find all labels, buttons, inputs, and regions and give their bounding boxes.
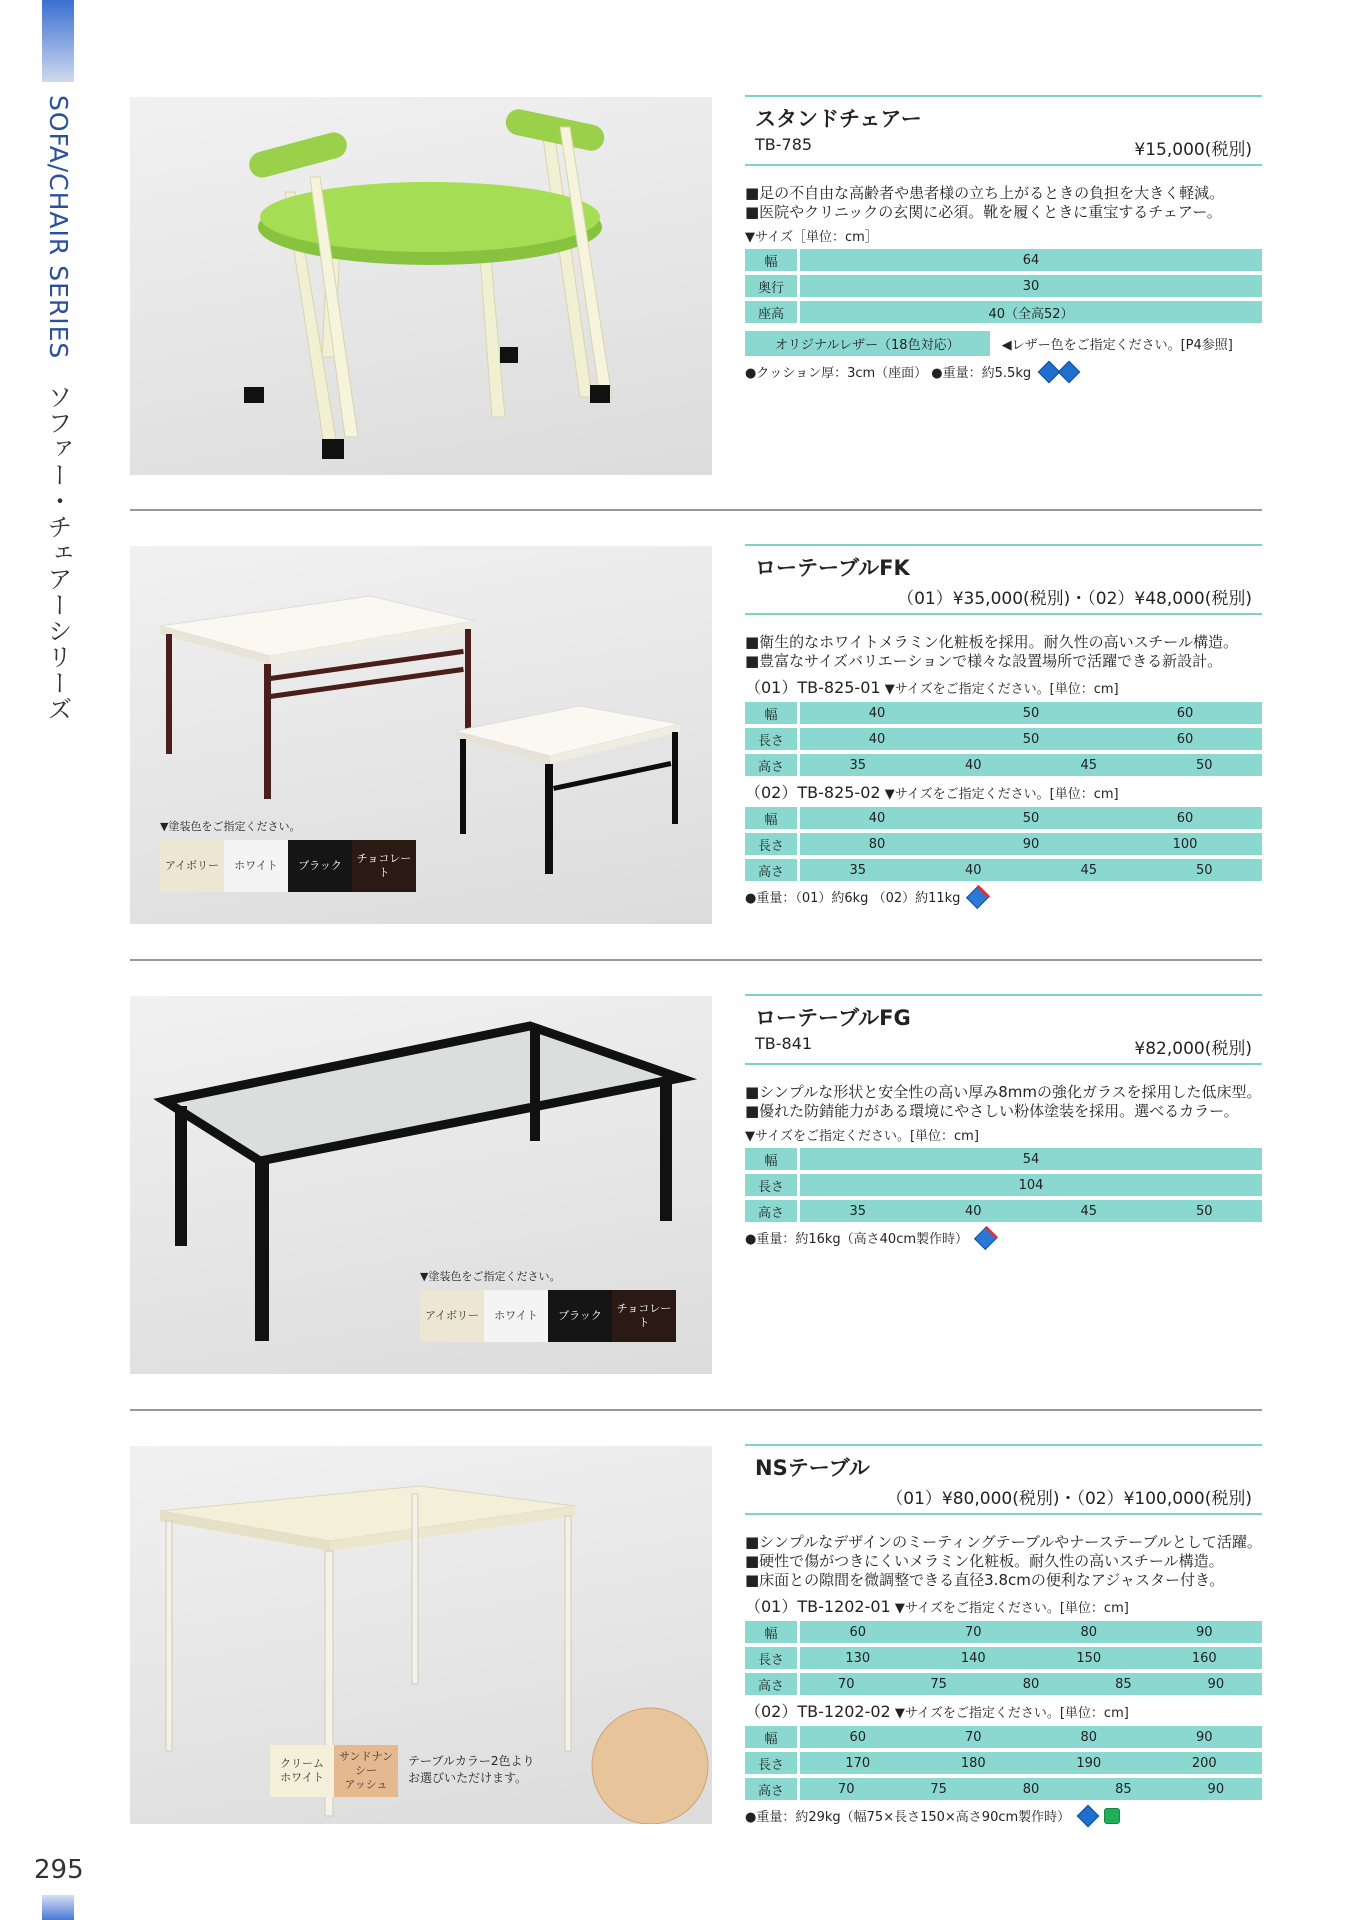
spec-label: 幅 [745, 1621, 797, 1643]
sidebar-accent-top [42, 0, 74, 82]
accent-line [745, 544, 1262, 546]
spec-value: 50 [1195, 757, 1213, 773]
spec-label: 幅 [745, 1726, 797, 1748]
product-photo-stand-chair [130, 97, 712, 475]
swatch-list [420, 1290, 676, 1342]
spec-row [745, 275, 1262, 297]
spec-value: 140 [960, 1650, 986, 1666]
spec-value: 64 [1022, 252, 1040, 268]
color-swatch-chocolate[interactable]: チョコレート [352, 840, 416, 892]
spec-value: 80 [1080, 1624, 1098, 1640]
spec-value: 70 [837, 1676, 855, 1692]
section-divider [130, 509, 1262, 511]
color-caption: ▼塗装色をご指定ください。 [160, 820, 301, 833]
spec-value: 180 [960, 1755, 986, 1771]
color-swatch-black[interactable]: ブラック [548, 1290, 612, 1342]
desc-line: ■衛生的なホワイトメラミン化粧板を採用。耐久性の高いスチール構造。 [745, 633, 1238, 651]
color-swatch-chocolate[interactable]: チョコレート [612, 1290, 676, 1342]
spec-value: 45 [1080, 1203, 1098, 1219]
spec-value: 170 [845, 1755, 871, 1771]
spec-value: 60 [1176, 810, 1194, 826]
spec-value: 40 [964, 1203, 982, 1219]
spec-row [745, 833, 1262, 855]
product-code-price [745, 133, 1262, 166]
shipping-box-icon [966, 884, 990, 908]
spec-value: 80 [1022, 1676, 1040, 1692]
series-title-en: SOFA/CHAIR SERIES [44, 95, 73, 360]
spec-value: 45 [1080, 757, 1098, 773]
spec-value: 90 [1207, 1781, 1225, 1797]
product-info-low-table-fk [745, 544, 1262, 906]
product-note [745, 887, 1262, 906]
desc-line: ■豊富なサイズバリエーションで様々な設置場所で活躍できる新設計。 [745, 652, 1223, 670]
color-swatch-ivory[interactable]: アイボリー [160, 840, 224, 892]
spec-value: 130 [845, 1650, 871, 1666]
spec-value: 35 [849, 1203, 867, 1219]
section-divider [130, 1409, 1262, 1411]
note-text: ●重量：（01）約6kg （02）約11kg [745, 891, 961, 906]
spec-label: 奥行 [745, 275, 797, 297]
product-note [745, 1806, 1262, 1825]
spec-hint: ▼サイズをご指定ください。[単位：cm] [884, 787, 1119, 802]
spec-label: 長さ [745, 1752, 797, 1774]
product-description [745, 1083, 1262, 1121]
spec-value: 45 [1080, 862, 1098, 878]
spec-value: 85 [1115, 1676, 1132, 1692]
spec-title [745, 780, 1262, 803]
spec-title: ▼サイズをご指定ください。[単位：cm] [745, 1129, 979, 1144]
spec-row [745, 1752, 1262, 1774]
desc-line: ■足の不自由な高齢者や患者様の立ち上がるときの負担を大きく軽減。 [745, 184, 1225, 202]
spec-label: 高さ [745, 859, 797, 881]
product-info-low-table-fg [745, 994, 1262, 1247]
spec-value: 60 [849, 1729, 867, 1745]
spec-value: 70 [837, 1781, 855, 1797]
product-price [745, 582, 1262, 615]
spec-value: 35 [849, 862, 867, 878]
spec-value: 40 [964, 862, 982, 878]
spec-label: 長さ [745, 833, 797, 855]
spec-value: 30 [1022, 278, 1040, 294]
spec-title: ▼サイズ［単位：cm］ [745, 230, 878, 245]
paint-color-selector [420, 1268, 676, 1342]
spec-value: 50 [1022, 731, 1040, 747]
product-note [745, 362, 1262, 381]
product-code: TB-785 [755, 135, 813, 154]
return-icon [1104, 1808, 1120, 1824]
spec-value: 35 [849, 757, 867, 773]
spec-value: 75 [930, 1676, 947, 1692]
swatch-list [270, 1745, 535, 1797]
product-code-price [745, 1032, 1262, 1065]
product-price: ¥15,000(税別) [1134, 140, 1252, 160]
desc-line: ■医院やクリニックの玄関に必須。靴を履くときに重宝するチェアー。 [745, 203, 1222, 221]
spec-value: 40 [868, 810, 886, 826]
spec-title [745, 675, 1262, 698]
spec-label: 幅 [745, 807, 797, 829]
spec-value: 50 [1195, 862, 1213, 878]
spec-code: （01）TB-825-01 [745, 678, 881, 697]
spec-row [745, 1778, 1262, 1800]
spec-row [745, 807, 1262, 829]
price-line: （01）¥35,000(税別)・（02）¥48,000(税別) [897, 589, 1252, 609]
spec-code: （02）TB-825-02 [745, 783, 881, 802]
spec-row [745, 1148, 1262, 1170]
shipping-box-icon [974, 1225, 998, 1249]
spec-value: 80 [1022, 1781, 1040, 1797]
spec-label: 座高 [745, 301, 797, 323]
spec-value: 75 [930, 1781, 947, 1797]
spec-title [745, 1699, 1262, 1722]
spec-title [745, 1594, 1262, 1617]
spec-row [745, 1673, 1262, 1695]
shipping-box-icon [1077, 1804, 1100, 1827]
spec-label: 高さ [745, 1200, 797, 1222]
spec-hint: ▼サイズをご指定ください。[単位：cm] [894, 1601, 1129, 1616]
spec-value: 200 [1191, 1755, 1217, 1771]
spec-label: 高さ [745, 754, 797, 776]
color-swatch-cream-white[interactable]: クリーム ホワイト [270, 1745, 334, 1797]
product-description [745, 633, 1262, 671]
color-note: テーブルカラー2色より お選びいただけます。 [408, 1754, 535, 1785]
price-line: （01）¥80,000(税別)・（02）¥100,000(税別) [886, 1489, 1252, 1509]
product-code: TB-841 [755, 1034, 813, 1053]
color-swatch-ivory[interactable]: アイボリー [420, 1290, 484, 1342]
spec-row [745, 728, 1262, 750]
spec-value: 90 [1195, 1729, 1213, 1745]
page-number: 295 [34, 1855, 84, 1885]
accent-line [745, 994, 1262, 996]
section-divider [130, 959, 1262, 961]
spec-row [745, 1726, 1262, 1748]
note-text: ●クッション厚：3cm（座面） ●重量：約5.5kg [745, 366, 1032, 381]
spec-value: 60 [849, 1624, 867, 1640]
spec-value: 85 [1115, 1781, 1132, 1797]
spec-label: 長さ [745, 1647, 797, 1669]
spec-value: 40 [964, 757, 982, 773]
spec-row [745, 1174, 1262, 1196]
spec-label: 高さ [745, 1673, 797, 1695]
product-price: ¥82,000(税別) [1134, 1039, 1252, 1059]
spec-value: 54 [1022, 1151, 1040, 1167]
color-caption: ▼塗装色をご指定ください。 [420, 1270, 561, 1283]
product-info-ns-table [745, 1444, 1262, 1825]
spec-value: 104 [1018, 1177, 1044, 1193]
product-description [745, 1533, 1262, 1590]
spec-value: 50 [1022, 810, 1040, 826]
desc-line: ■シンプルな形状と安全性の高い厚み8mmの強化ガラスを採用した低床型。 [745, 1083, 1262, 1101]
spec-label: 幅 [745, 702, 797, 724]
spec-label: 幅 [745, 1148, 797, 1170]
spec-row [745, 859, 1262, 881]
desc-line: ■優れた防錆能力がある環境にやさしい粉体塗装を採用。選べるカラー。 [745, 1102, 1239, 1120]
spec-value: 190 [1076, 1755, 1102, 1771]
spec-value: 50 [1022, 705, 1040, 721]
note-text: ●重量：約16kg（高さ40cm製作時） [745, 1232, 969, 1247]
spec-value: 150 [1076, 1650, 1102, 1666]
spec-hint: ▼サイズをご指定ください。[単位：cm] [884, 682, 1119, 697]
sidebar-accent-bottom [42, 1895, 74, 1920]
spec-label: 高さ [745, 1778, 797, 1800]
spec-label: 長さ [745, 1174, 797, 1196]
product-description [745, 184, 1262, 222]
color-swatch-white[interactable]: ホワイト [484, 1290, 548, 1342]
spec-value: 70 [964, 1729, 982, 1745]
color-swatch-black[interactable]: ブラック [288, 840, 352, 892]
spec-row [745, 754, 1262, 776]
product-name: NSテーブル [755, 1456, 870, 1480]
product-name: ローテーブルFK [755, 556, 910, 580]
series-title-jp: ソファー・チェアーシリーズ [44, 384, 73, 723]
spec-value: 50 [1195, 1203, 1213, 1219]
spec-label: 長さ [745, 728, 797, 750]
stand-chair-illustration [130, 97, 712, 475]
leather-note: ◀レザー色をご指定ください。[P4参照] [1001, 338, 1233, 353]
spec-value: 40 [868, 731, 886, 747]
leather-option [745, 331, 1262, 356]
spec-row [745, 702, 1262, 724]
spec-value: 160 [1191, 1650, 1217, 1666]
product-price [745, 1482, 1262, 1515]
table-color-selector [270, 1745, 535, 1797]
color-swatch-sand-ash[interactable]: サンドナンシー アッシュ [334, 1745, 398, 1797]
product-name: ローテーブルFG [755, 1006, 911, 1030]
spec-code: （02）TB-1202-02 [745, 1702, 891, 1721]
spec-value: 90 [1207, 1676, 1225, 1692]
spec-row [745, 301, 1262, 323]
note-text: ●重量：約29kg（幅75×長さ150×高さ90cm製作時） [745, 1810, 1071, 1825]
product-name: スタンドチェアー [755, 107, 922, 131]
spec-row [745, 1621, 1262, 1643]
product-note [745, 1228, 1262, 1247]
spec-label: 幅 [745, 249, 797, 271]
spec-code: （01）TB-1202-01 [745, 1597, 891, 1616]
swatch-list [160, 840, 416, 892]
spec-row [745, 249, 1262, 271]
spec-value: 60 [1176, 705, 1194, 721]
spec-hint: ▼サイズをご指定ください。[単位：cm] [894, 1706, 1129, 1721]
series-title [40, 95, 76, 722]
leather-label: オリジナルレザー（18色対応） [745, 331, 990, 356]
spec-value: 70 [964, 1624, 982, 1640]
spec-value: 40 [868, 705, 886, 721]
accent-line [745, 1444, 1262, 1446]
spec-value: 80 [868, 836, 886, 852]
spec-value: 40（全高52） [988, 306, 1074, 322]
desc-line: ■硬性で傷がつきにくいメラミン化粧板。耐久性の高いスチール構造。 [745, 1552, 1224, 1570]
accent-line [745, 95, 1262, 97]
product-info-stand-chair [745, 95, 1262, 381]
color-swatch-white[interactable]: ホワイト [224, 840, 288, 892]
shipping-box-icon [1058, 360, 1081, 383]
spec-row [745, 1200, 1262, 1222]
spec-value: 80 [1080, 1729, 1098, 1745]
spec-row [745, 1647, 1262, 1669]
desc-line: ■シンプルなデザインのミーティングテーブルやナーステーブルとして活躍。 [745, 1533, 1262, 1551]
spec-value: 90 [1022, 836, 1040, 852]
spec-value: 60 [1176, 731, 1194, 747]
paint-color-selector [160, 818, 416, 892]
desc-line: ■床面との隙間を微調整できる直径3.8cmの便利なアジャスター付き。 [745, 1571, 1225, 1589]
spec-value: 90 [1195, 1624, 1213, 1640]
spec-value: 100 [1172, 836, 1198, 852]
